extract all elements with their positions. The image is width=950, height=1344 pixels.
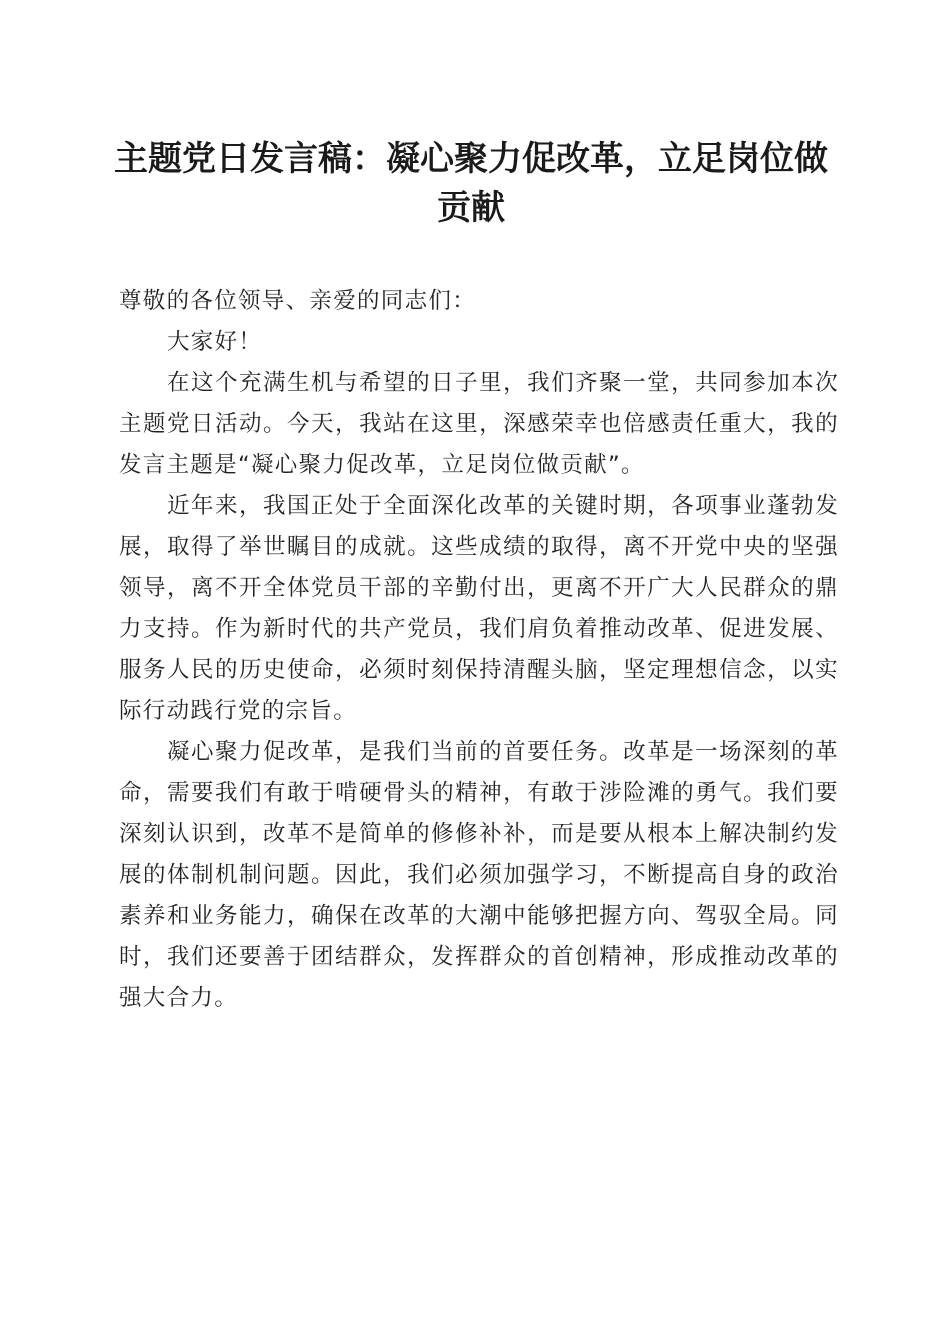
greeting: 大家好！ — [167, 329, 263, 355]
paragraph: 在这个充满生机与希望的日子里，我们齐聚一堂，共同参加本次主题党日活动。今天，我站在这里，深感荣幸也倍感责任重大，我的发言主题是“凝心聚力促改革，立足岗位做贡献”。 — [119, 370, 839, 478]
salutation: 尊敬的各位领导、亲爱的同志们： — [119, 288, 477, 314]
paragraph: 近年来，我国正处于全面深化改革的关键时期，各项事业蓬勃发展，取得了举世瞩目的成就。这些成绩的取得，离不开党中央的坚强领导，离不开全体党员干部的辛勤付出，更离不开广大人民群众的鼎力支持。作为新时代的共产党员，我们肩负着推动改革、促进发展、服务人民的历史使命，必须时刻保持清醒头脑，坚定理想信念，以实际行动践行党的宗旨。 — [119, 493, 839, 724]
paragraph: 凝心聚力促改革，是我们当前的首要任务。改革是一场深刻的革命，需要我们有敢于啃硬骨头的精神，有敢于涉险滩的勇气。我们要深刻认识到，改革不是简单的修修补补，而是要从根本上解决制约发展的体制机制问题。因此，我们必须加强学习，不断提高自身的政治素养和业务能力，确保在改革的大潮中能够把握方向、驾驭全局。同时，我们还要善于团结群众，发挥群众的首创精神，形成推动改革的强大合力。 — [119, 739, 839, 1011]
document-title: 主题党日发言稿：凝心聚力促改革，立足岗位做贡献 — [114, 139, 828, 228]
document-body — [119, 281, 839, 1019]
